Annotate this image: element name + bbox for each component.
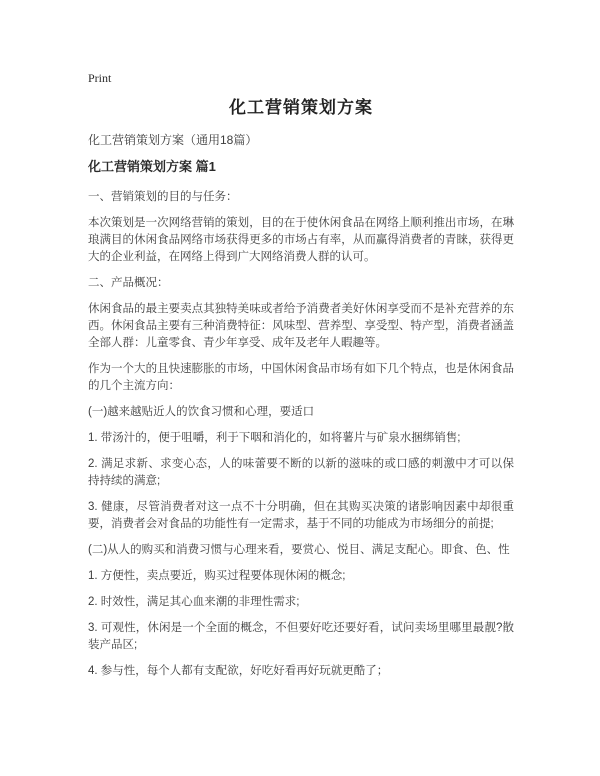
paragraph: 1. 方便性，卖点要近，购买过程要体现休闲的概念; bbox=[88, 570, 346, 582]
page-title: 化工营销策划方案 bbox=[229, 98, 373, 117]
paragraph: 1. 带汤汁的，便于咀嚼，利于下咽和消化的，如将薯片与矿泉水捆绑销售; bbox=[88, 432, 461, 444]
paragraph: 休闲食品的最主要卖点其独特美味或者给予消费者美好休闲享受而不是补充营养的东西。休闲食品主要有三种消费特征：风味型、营养型、享受型、特产型，消费者涵盖全部人群：儿童零食、青少年享受、成年及老年人暇趣等。 bbox=[88, 303, 514, 349]
paragraph: 2. 时效性，满足其心血来潮的非理性需求; bbox=[88, 596, 300, 608]
paragraph: 二、产品概况： bbox=[88, 277, 169, 289]
paragraph: (二)从人的购买和消费习惯与心理来看，要赏心、悦目、满足支配心。即食、色、性 bbox=[88, 544, 510, 556]
paragraph: 作为一个大的且快速膨胀的市场，中国休闲食品市场有如下几个特点，也是休闲食品的几个主流方向： bbox=[88, 363, 514, 392]
print-button[interactable]: Print bbox=[88, 71, 112, 85]
article-heading: 化工营销策划方案 篇1 bbox=[88, 159, 216, 174]
document-subtitle: 化工营销策划方案（通用18篇） bbox=[88, 133, 258, 147]
paragraph: 2. 满足求新、求变心态，人的味蕾要不断的以新的滋味的或口感的刺激中才可以保持持续的满意; bbox=[88, 458, 514, 487]
paragraph: 4. 参与性，每个人都有支配欲，好吃好看再好玩就更酷了； bbox=[88, 665, 389, 677]
paragraph: 3. 可观性，休闲是一个全面的概念，不但要好吃还要好看，试问卖场里哪里最靓?散装产品区; bbox=[88, 622, 514, 651]
document-content bbox=[88, 96, 514, 689]
paragraph: 3. 健康，尽管消费者对这一点不十分明确，但在其购买决策的诸影响因素中却很重要，消费者会对食品的功能性有一定需求，基于不同的功能成为市场细分的前提; bbox=[88, 501, 514, 530]
paragraph: 一、营销策划的目的与任务： bbox=[88, 191, 238, 203]
article-body bbox=[88, 189, 514, 680]
paragraph: 本次策划是一次网络营销的策划，目的在于使休闲食品在网络上顺利推出市场，在琳琅满目的休闲食品网络市场获得更多的市场占有率，从而赢得消费者的青睐，获得更大的企业利益，在网络上得到广大网络消费人群的认可。 bbox=[88, 217, 514, 263]
paragraph: (一)越来越贴近人的饮食习惯和心理，要适口 bbox=[88, 406, 315, 418]
